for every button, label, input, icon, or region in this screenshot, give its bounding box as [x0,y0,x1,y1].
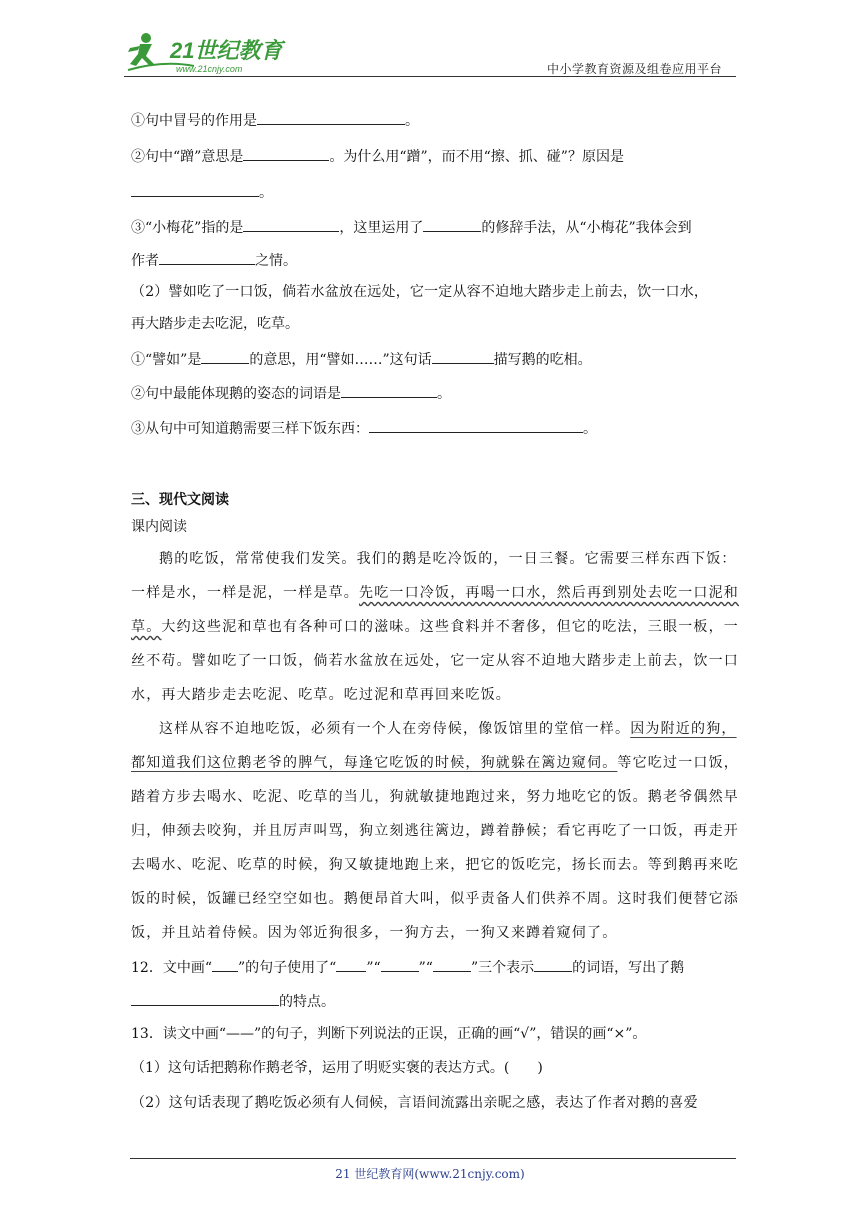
question-text: ②句中“蹭”意思是 [131,149,244,165]
question-text: 。为什么用“蹭”，而不用“擦、抓、碰”？原因是 [329,149,624,165]
passage-line: 丝不苟。譬如吃了一口饭，倘若水盆放在远处，它一定从容不迫地大踏步走上前去，饮一口 [131,653,739,669]
question-1-2-cont [131,182,273,203]
question-text: 。 [259,185,273,201]
answer-blank[interactable] [159,250,255,265]
passage-line [131,753,740,773]
answer-blank[interactable] [433,957,471,972]
question-text: 的修辞手法，从“小梅花”我体会到 [481,220,692,236]
question-text: ”“ [418,960,433,976]
question-text: 作者 [131,253,159,269]
question-text: ①句中冒号的作用是 [131,113,257,129]
answer-blank[interactable] [212,957,238,972]
question-1-1 [131,110,419,131]
section-subtitle: 课内阅读 [131,519,187,535]
section-title: 三、现代文阅读 [131,492,229,508]
question-13-2: （2）这句话表现了鹅吃饭必须有人伺候，言语间流露出亲昵之感，表达了作者对鹅的喜爱 [131,1095,698,1111]
answer-blank[interactable] [257,110,405,125]
question-2-stem-cont: 再大踏步走去吃泥，吃草。 [131,316,299,332]
runner-logo-icon [124,30,294,76]
question-1-3 [131,217,692,238]
site-logo [124,30,294,76]
question-text: 之情。 [255,253,297,269]
answer-blank[interactable] [201,349,249,364]
passage-text: 等它吃过一口饭， [617,755,740,771]
answer-blank[interactable] [381,957,419,972]
platform-name: 中小学教育资源及组卷应用平台 [546,62,722,76]
question-text: ②句中最能体现鹅的姿态的词语是 [131,386,341,402]
passage-line: 水，再大踏步走去吃泥、吃草。吃过泥和草再回来吃饭。 [131,687,511,703]
page-footer: 21 世纪教育网(www.21cnjy.com) [335,1167,525,1181]
answer-blank[interactable] [336,957,366,972]
underlined-sentence: 都知道我们这位鹅老爷的脾气，每逢它吃饭的时候，狗就躲在篱边窥伺。 [131,755,618,771]
passage-line: 去喝水、吃泥、吃草的时候，狗又敏捷地跑上来，把它的饭吃完，扬长而去。等到鹅再来吃 [131,857,739,873]
answer-blank[interactable] [131,182,259,197]
question-2-1 [131,349,592,370]
question-text: ③从句中可知道鹅需要三样下饭东西： [131,421,369,437]
question-12-cont [131,991,335,1012]
question-text: 的词语，写出了鹅 [572,960,685,976]
answer-blank[interactable] [534,957,572,972]
question-1-3-cont [131,250,297,271]
passage-text: 一样是水，一样是泥，一样是草。 [131,585,359,601]
question-text: ”“ [366,960,381,976]
answer-blank[interactable] [243,146,329,161]
question-2-2 [131,383,451,404]
answer-blank[interactable] [423,217,481,232]
footer-divider [130,1158,736,1159]
question-text: ③“小梅花”指的是 [131,220,244,236]
question-text: ”三个表示 [470,960,535,976]
passage-line: 踏着方步去喝水、吃泥、吃草的当儿，狗就敏捷地跑过来，努力地吃它的饭。鹅老爷偶然早 [131,789,739,805]
passage-text: 这样从容不迫地吃饭，必须有一个人在旁侍候，像饭馆里的堂倌一样。 [159,721,631,737]
answer-blank[interactable] [131,991,279,1006]
question-1-2 [131,146,624,167]
question-text: 的意思，用“譬如……”这句话 [249,352,432,368]
question-text: 描写鹅的吃相。 [493,352,592,368]
question-12 [131,957,684,978]
question-text: 12．文中画“ [131,960,212,976]
answer-blank[interactable] [369,418,583,433]
wavy-underlined-sentence: 先吃一口冷饭，再喝一口水，然后再到别处去吃一口泥和 [359,585,739,601]
question-text: 。 [583,421,597,437]
question-2-stem: （2）譬如吃了一口饭，倘若水盆放在远处，它一定从容不迫地大踏步走上前去，饮一口水， [131,284,709,300]
question-text: 的特点。 [279,994,335,1010]
logo-url: www.21cnjy.com [176,64,243,74]
question-13: 13．读文中画“——”的句子，判断下列说法的正误，正确的画“√”，错误的画“×”。 [131,1026,647,1042]
question-text: ，这里运用了 [339,220,424,236]
answer-blank[interactable] [341,383,437,398]
passage-line: 饭，并且站着侍候。因为邻近狗很多，一狗方去，一狗又来蹲着窥伺了。 [131,925,618,941]
question-text: ”的句子使用了“ [237,960,337,976]
wavy-underlined-sentence: 草。 [131,619,162,635]
question-2-3 [131,418,597,439]
logo-text: 21世纪教育 [170,38,283,63]
passage-line: 归，伸颈去咬狗，并且厉声叫骂，狗立刻逃往篱边，蹲着静候；看它再吃了一口饭，再走开 [131,823,739,839]
passage-text: 大约这些泥和草也有各种可口的滋味。这些食料并不奢侈，但它的吃法，三眼一板，一 [161,619,740,635]
header-divider [124,76,736,77]
passage-line [131,617,740,637]
passage-line [131,719,737,739]
answer-blank[interactable] [432,349,494,364]
answer-blank[interactable] [243,217,339,232]
question-text: ①“譬如”是 [131,352,202,368]
passage-line: 饭的时候，饭罐已经空空如也。鹅便昂首大叫，似乎责备人们供养不周。这时我们便替它添 [131,891,739,907]
question-text: 。 [437,386,451,402]
question-text: 。 [405,113,419,129]
passage-line: 鹅的吃饭，常常使我们发笑。我们的鹅是吃冷饭的，一日三餐。它需要三样东西下饭： [159,551,737,567]
question-13-1: （1）这句话把鹅称作鹅老爷，运用了明贬实褒的表达方式。( ) [131,1060,543,1076]
page-header [124,30,736,78]
underlined-sentence: 因为附近的狗， [630,721,737,737]
passage-line [131,583,739,603]
